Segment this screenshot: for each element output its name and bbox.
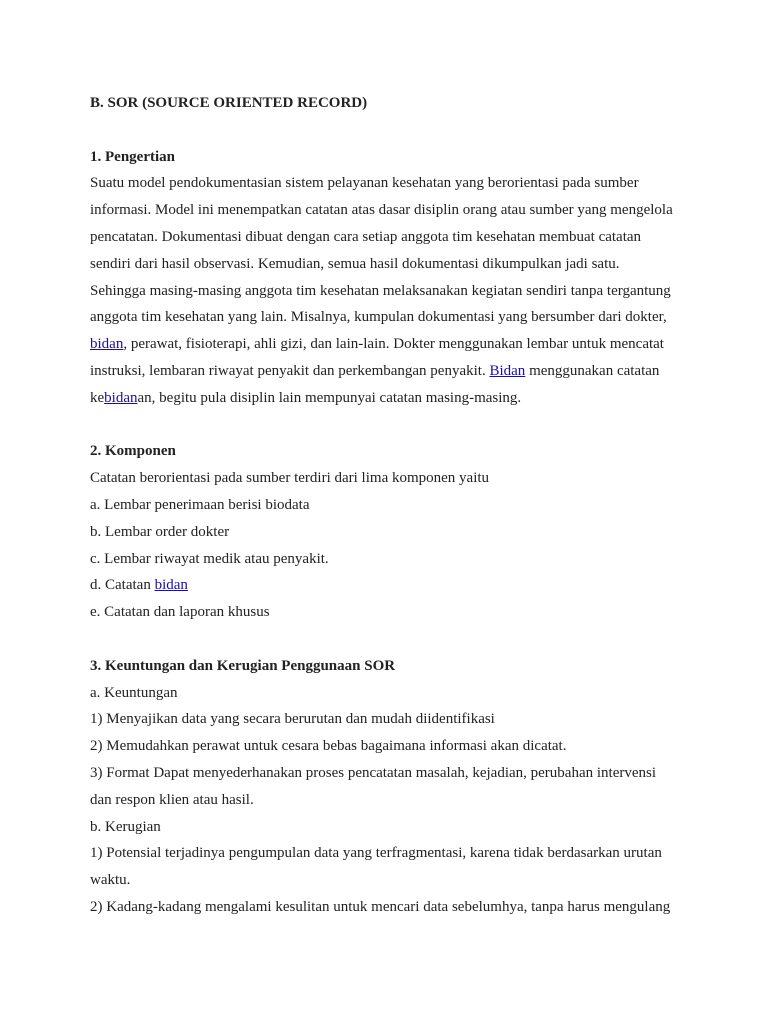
list-item: b. Lembar order dokter [90, 523, 230, 540]
paragraph-line: Sehingga masing-masing anggota tim kesehatan melaksanakan kegiatan sendiri tanpa tergantung [90, 282, 671, 299]
paragraph-text: , perawat, fisioterapi, ahli gizi, dan lain-lain. Dokter menggunakan lembar untuk mencatat [123, 336, 664, 353]
paragraph-line: sendiri dari hasil observasi. Kemudian, semua hasil dokumentasi dikumpulkan jadi satu. [90, 255, 620, 272]
paragraph-line: informasi. Model ini menempatkan catatan atas dasar disiplin orang atau sumber yang mengelola [90, 202, 673, 219]
list-item [90, 572, 690, 599]
section-heading-komponen: 2. Komponen [90, 443, 176, 460]
list-item: waktu. [90, 872, 131, 889]
bidan-link[interactable]: bidan [90, 336, 124, 353]
list-item: c. Lembar riwayat medik atau penyakit. [90, 550, 329, 567]
list-item-text: d. Catatan [90, 577, 155, 594]
list-item: a. Lembar penerimaan berisi biodata [90, 496, 310, 513]
paragraph-text: menggunakan catatan [525, 362, 660, 379]
section-heading-pengertian: 1. Pengertian [90, 148, 175, 165]
list-item: b. Kerugian [90, 818, 161, 835]
list-item: 2) Kadang-kadang mengalami kesulitan untuk mencari data sebelumhya, tanpa harus mengulang [90, 898, 671, 915]
paragraph-line [90, 358, 690, 385]
section-heading-keuntungan-kerugian: 3. Keuntungan dan Kerugian Penggunaan SOR [90, 657, 396, 674]
paragraph-line: Suatu model pendokumentasian sistem pelayanan kesehatan yang berorientasi pada sumber [90, 175, 639, 192]
bidan-link[interactable]: Bidan [489, 362, 526, 379]
list-item: 3) Format Dapat menyederhanakan proses pencatatan masalah, kejadian, perubahan intervensi [90, 764, 657, 781]
section-intro: Catatan berorientasi pada sumber terdiri dari lima komponen yaitu [90, 470, 490, 487]
list-item: dan respon klien atau hasil. [90, 791, 254, 808]
spacer [90, 117, 690, 144]
bidan-link[interactable]: bidan [154, 577, 188, 594]
document-title: B. SOR (SOURCE ORIENTED RECORD) [90, 95, 368, 111]
spacer [90, 412, 690, 439]
list-item: e. Catatan dan laporan khusus [90, 604, 270, 621]
paragraph-line [90, 331, 690, 358]
spacer [90, 626, 690, 653]
list-item: 1) Menyajikan data yang secara berurutan dan mudah diidentifikasi [90, 711, 495, 728]
document-body [90, 90, 690, 921]
paragraph-text: an, begitu pula disiplin lain mempunyai catatan masing-masing. [137, 389, 522, 406]
bidan-link[interactable]: bidan [104, 389, 138, 406]
paragraph-line [90, 385, 690, 412]
list-item: a. Keuntungan [90, 684, 178, 701]
list-item: 1) Potensial terjadinya pengumpulan data yang terfragmentasi, karena tidak berdasarkan urutan [90, 845, 662, 862]
paragraph-line: anggota tim kesehatan yang lain. Misalnya, kumpulan dokumentasi yang bersumber dari dokter, [90, 309, 667, 326]
paragraph-line: pencatatan. Dokumentasi dibuat dengan cara setiap anggota tim kesehatan membuat catatan [90, 228, 642, 245]
paragraph-text: ke [90, 389, 105, 406]
list-item: 2) Memudahkan perawat untuk cesara bebas bagaimana informasi akan dicatat. [90, 738, 567, 755]
paragraph-text: instruksi, lembaran riwayat penyakit dan perkembangan penyakit. [90, 362, 490, 379]
